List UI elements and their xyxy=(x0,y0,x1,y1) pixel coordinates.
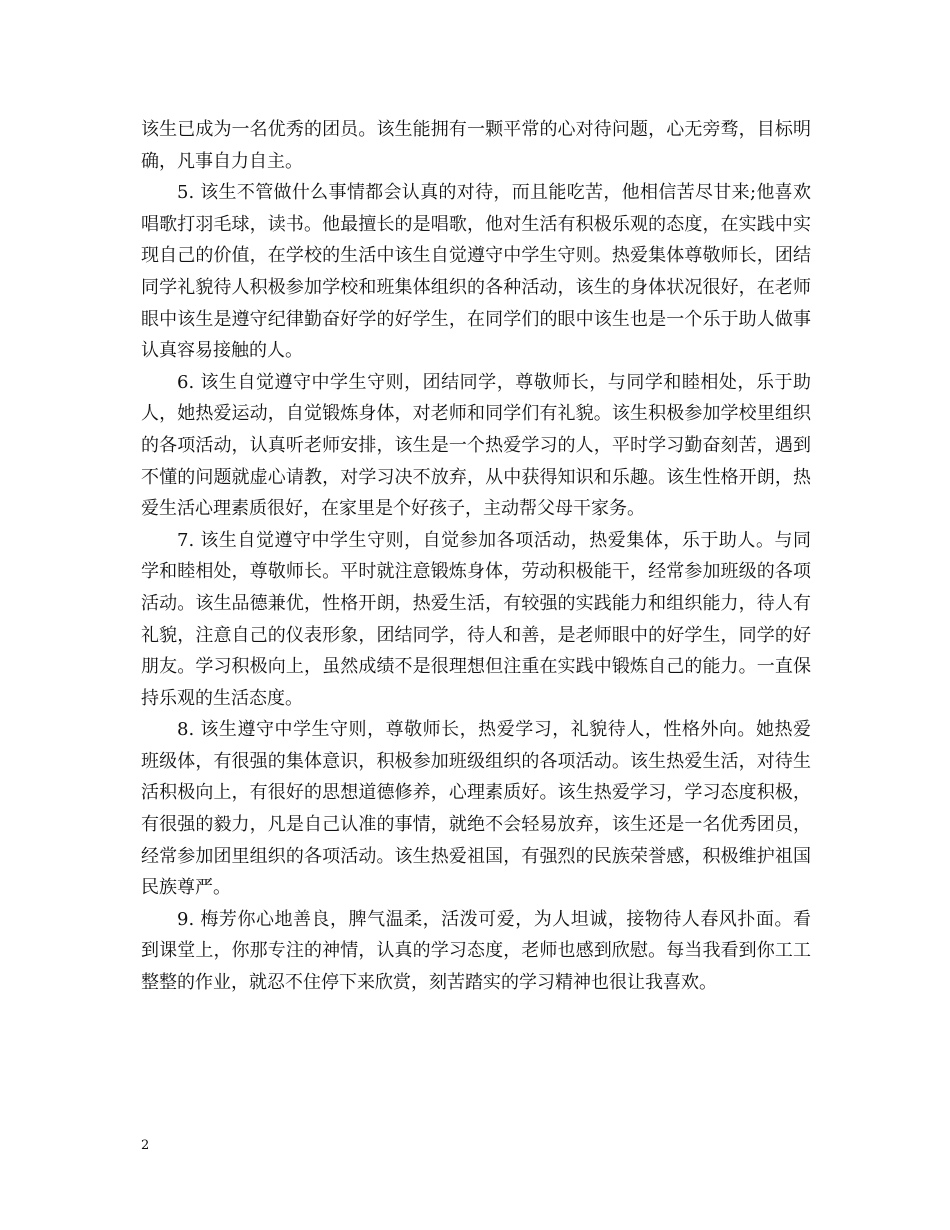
paragraph-continuation: 该生已成为一名优秀的团员。该生能拥有一颗平常的心对待问题，心无旁骛，目标明确，凡事自力自主。 xyxy=(141,119,811,172)
paragraph-item-5: 5. 该生不管做什么事情都会认真的对待，而且能吃苦，他相信苦尽甘来;他喜欢唱歌打羽毛球，读书。他最擅长的是唱歌，他对生活有积极乐观的态度，在实践中实现自己的价值，在学校的生活中该生自觉遵守中学生守则。热爱集体尊敬师长，团结同学礼貌待人积极参加学校和班集体组织的各种活动，该生的身体状况很好，在老师眼中该生是遵守纪律勤奋好学的好学生，在同学们的眼中该生也是一个乐于助人做事认真容易接触的人。 xyxy=(141,182,811,362)
paragraph-item-7: 7. 该生自觉遵守中学生守则，自觉参加各项活动，热爱集体，乐于助人。与同学和睦相处，尊敬师长。平时就注意锻炼身体，劳动积极能干，经常参加班级的各项活动。该生品德兼优，性格开朗，热爱生活，有较强的实践能力和组织能力，待人有礼貌，注意自己的仪表形象，团结同学，待人和善，是老师眼中的好学生，同学的好朋友。学习积极向上，虽然成绩不是很理想但注重在实践中锻炼自己的能力。一直保持乐观的生活态度。 xyxy=(141,529,811,709)
document-body xyxy=(141,114,811,999)
page-number: 2 xyxy=(141,1138,150,1153)
paragraph-item-6: 6. 该生自觉遵守中学生守则，团结同学，尊敬师长，与同学和睦相处，乐于助人，她热爱运动，自觉锻炼身体，对老师和同学们有礼貌。该生积极参加学校里组织的各项活动，认真听老师安排，该生是一个热爱学习的人，平时学习勤奋刻苦，遇到不懂的问题就虚心请教，对学习决不放弃，从中获得知识和乐趣。该生性格开朗，热爱生活心理素质很好，在家里是个好孩子，主动帮父母干家务。 xyxy=(141,371,811,520)
paragraph-item-9: 9. 梅芳你心地善良，脾气温柔，活泼可爱，为人坦诚，接物待人春风扑面。看到课堂上，你那专注的神情，认真的学习态度，老师也感到欣慰。每当我看到你工工整整的作业，就忍不住停下来欣赏，刻苦踏实的学习精神也很让我喜欢。 xyxy=(141,908,811,994)
paragraph-item-8: 8. 该生遵守中学生守则，尊敬师长，热爱学习，礼貌待人，性格外向。她热爱班级体，有很强的集体意识，积极参加班级组织的各项活动。该生热爱生活，对待生活积极向上，有很好的思想道德修养，心理素质好。该生热爱学习，学习态度积极，有很强的毅力，凡是自己认准的事情，就绝不会轻易放弃，该生还是一名优秀团员，经常参加团里组织的各项活动。该生热爱祖国，有强烈的民族荣誉感，积极维护祖国民族尊严。 xyxy=(141,719,811,899)
